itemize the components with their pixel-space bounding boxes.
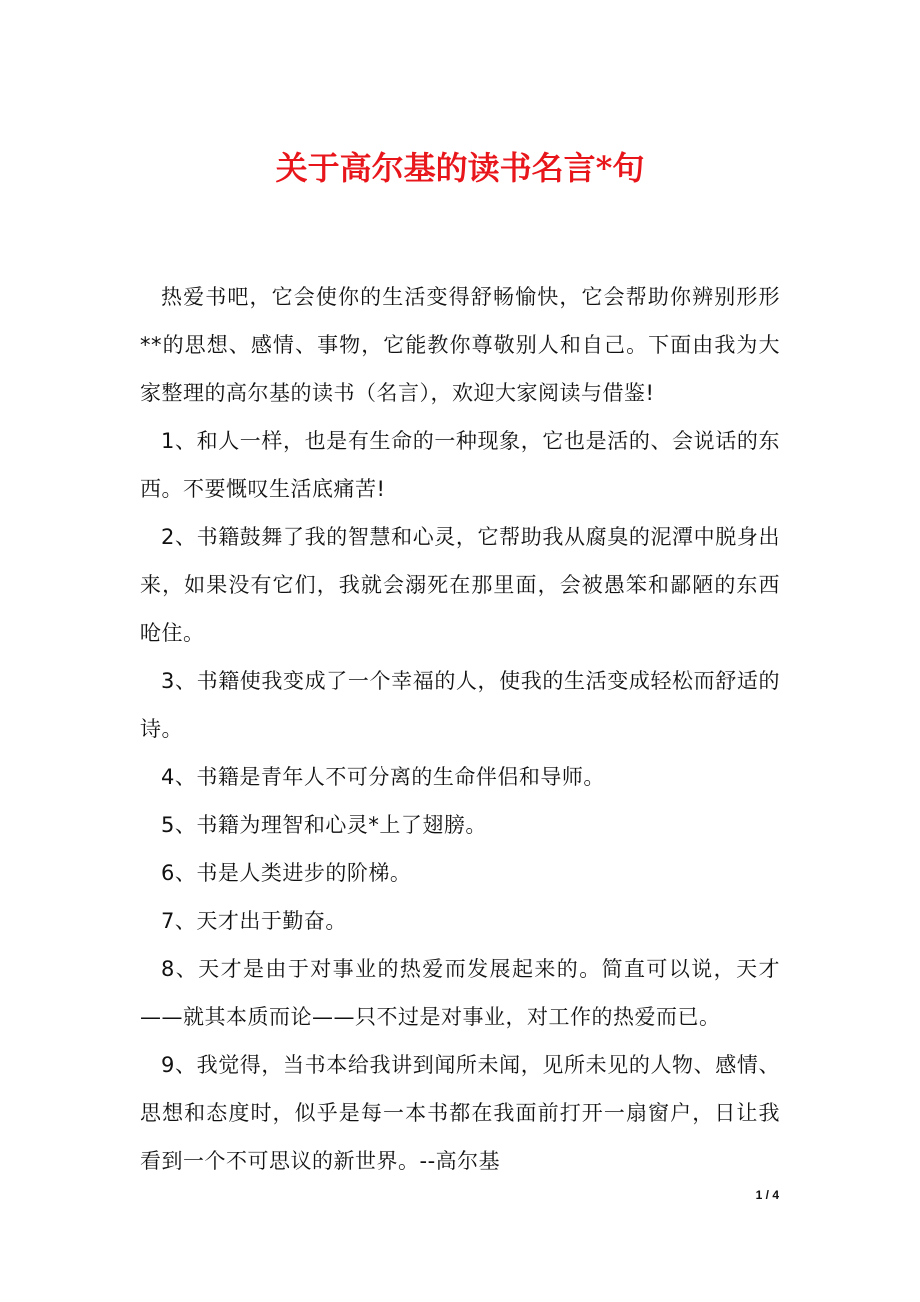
document-title: 关于高尔基的读书名言*句 — [275, 149, 645, 187]
intro-paragraph: 热爱书吧，它会使你的生活变得舒畅愉快，它会帮助你辨别形形**的思想、感情、事物，它能教你尊敬别人和自己。下面由我为大家整理的高尔基的读书（名言），欢迎大家阅读与借鉴! — [140, 285, 780, 405]
quote-paragraph-6: 6、书是人类进步的阶梯。 — [161, 861, 412, 885]
quote-paragraph-7: 7、天才出于勤奋。 — [161, 909, 347, 933]
quote-paragraph-5: 5、书籍为理智和心灵*上了翅膀。 — [161, 813, 487, 837]
quote-paragraph-2: 2、书籍鼓舞了我的智慧和心灵，它帮助我从腐臭的泥潭中脱身出来，如果没有它们，我就会溺死在那里面，会被愚笨和鄙陋的东西呛住。 — [140, 525, 780, 645]
quote-paragraph-4: 4、书籍是青年人不可分离的生命伴侣和导师。 — [161, 765, 605, 789]
quote-paragraph-3: 3、书籍使我变成了一个幸福的人，使我的生活变成轻松而舒适的诗。 — [140, 669, 780, 741]
quote-paragraph-8: 8、天才是由于对事业的热爱而发展起来的。简直可以说，天才——就其本质而论——只不过是对事业，对工作的热爱而已。 — [140, 957, 780, 1029]
quote-paragraph-1: 1、和人一样，也是有生命的一种现象，它也是活的、会说话的东西。不要慨叹生活底痛苦! — [140, 429, 780, 501]
quote-paragraph-9: 9、我觉得，当书本给我讲到闻所未闻，见所未见的人物、感情、思想和态度时，似乎是每一本书都在我面前打开一扇窗户，日让我看到一个不可思议的新世界。--高尔基 — [140, 1053, 780, 1173]
page-number: 1 / 4 — [755, 1188, 779, 1202]
document-body — [140, 273, 780, 1185]
